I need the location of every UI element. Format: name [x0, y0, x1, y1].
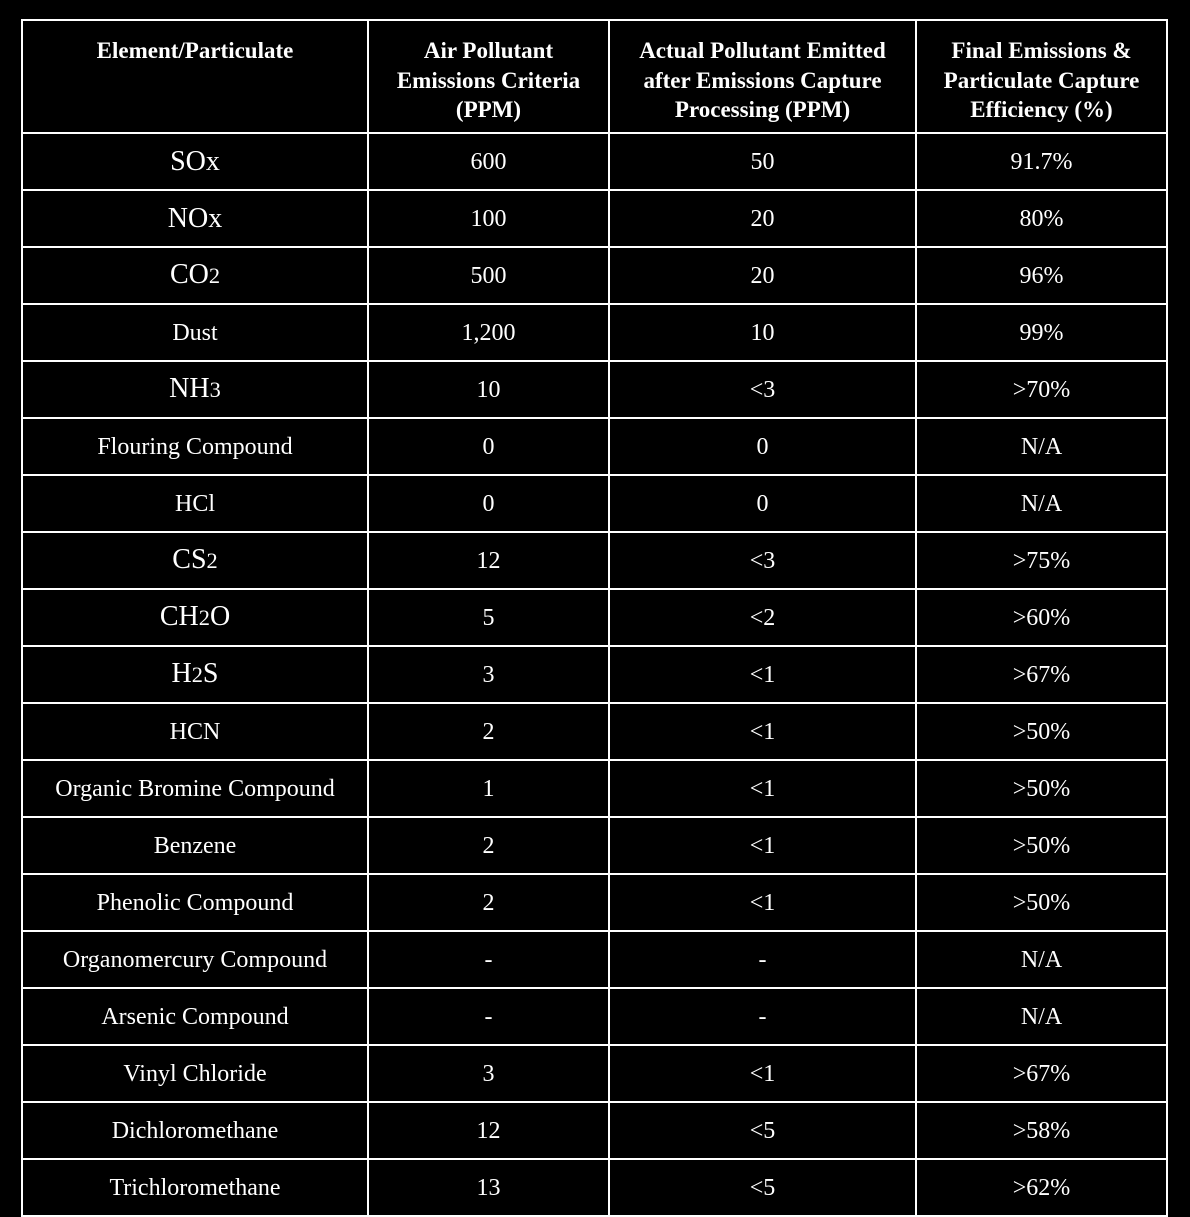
efficiency-cell: >62% — [916, 1159, 1167, 1216]
header-actual-emitted: Actual Pollutant Emitted after Emissions Capture Processing (PPM) — [609, 20, 916, 133]
emitted-cell: <1 — [609, 874, 916, 931]
row-name-cell — [22, 874, 368, 931]
row-name-subscript: 2 — [198, 605, 210, 630]
row-name-cell — [22, 475, 368, 532]
table-row — [22, 532, 1167, 589]
criteria-cell: 12 — [368, 1102, 609, 1159]
row-name: CS — [172, 544, 207, 575]
emitted-cell: <1 — [609, 817, 916, 874]
criteria-cell: 5 — [368, 589, 609, 646]
table-row — [22, 646, 1167, 703]
criteria-cell: 100 — [368, 190, 609, 247]
table-row — [22, 988, 1167, 1045]
table-row — [22, 703, 1167, 760]
row-name-cell — [22, 247, 368, 304]
criteria-cell: 1 — [368, 760, 609, 817]
emitted-cell: - — [609, 988, 916, 1045]
criteria-cell: - — [368, 931, 609, 988]
efficiency-cell: >50% — [916, 703, 1167, 760]
row-name: H — [171, 658, 192, 689]
efficiency-cell: 80% — [916, 190, 1167, 247]
row-name-cell — [22, 1045, 368, 1102]
emitted-cell: <1 — [609, 646, 916, 703]
table-row — [22, 475, 1167, 532]
row-name-cell — [22, 361, 368, 418]
emitted-cell: <1 — [609, 1045, 916, 1102]
table-row — [22, 589, 1167, 646]
row-name-cell — [22, 532, 368, 589]
efficiency-cell: >67% — [916, 646, 1167, 703]
efficiency-cell: >67% — [916, 1045, 1167, 1102]
criteria-cell: 500 — [368, 247, 609, 304]
efficiency-cell: >60% — [916, 589, 1167, 646]
header-row — [22, 20, 1167, 133]
emitted-cell: 20 — [609, 190, 916, 247]
table-row — [22, 874, 1167, 931]
table-row — [22, 760, 1167, 817]
criteria-cell: 2 — [368, 817, 609, 874]
emitted-cell: <5 — [609, 1102, 916, 1159]
criteria-cell: 600 — [368, 133, 609, 190]
table-row — [22, 133, 1167, 190]
row-name-subscript: 2 — [191, 662, 203, 687]
row-name: Trichloromethane — [109, 1174, 281, 1201]
efficiency-cell: N/A — [916, 475, 1167, 532]
row-name: CH — [159, 601, 199, 632]
row-name: HCl — [174, 490, 215, 517]
row-name-cell — [22, 190, 368, 247]
efficiency-cell: >50% — [916, 760, 1167, 817]
emitted-cell: 50 — [609, 133, 916, 190]
table-row — [22, 304, 1167, 361]
efficiency-cell: 96% — [916, 247, 1167, 304]
row-name-subscript: 3 — [209, 377, 221, 402]
criteria-cell: 2 — [368, 703, 609, 760]
row-name-cell — [22, 703, 368, 760]
efficiency-cell: N/A — [916, 931, 1167, 988]
efficiency-cell: >75% — [916, 532, 1167, 589]
emitted-cell: <1 — [609, 703, 916, 760]
table-row — [22, 361, 1167, 418]
row-name: HCN — [169, 718, 221, 745]
row-name-subscript: 2 — [208, 263, 221, 288]
emitted-cell: 10 — [609, 304, 916, 361]
row-name-suffix: S — [202, 658, 219, 689]
row-name: SOx — [170, 145, 220, 177]
criteria-cell: 0 — [368, 418, 609, 475]
efficiency-cell: >50% — [916, 817, 1167, 874]
emitted-cell: 0 — [609, 475, 916, 532]
efficiency-cell: >58% — [916, 1102, 1167, 1159]
efficiency-cell: 99% — [916, 304, 1167, 361]
table-row — [22, 1045, 1167, 1102]
emitted-cell: <1 — [609, 760, 916, 817]
row-name: NOx — [167, 202, 223, 234]
criteria-cell: 10 — [368, 361, 609, 418]
row-name: Flouring Compound — [97, 433, 293, 460]
emitted-cell: <5 — [609, 1159, 916, 1216]
emitted-cell: 0 — [609, 418, 916, 475]
row-name-subscript: 2 — [206, 548, 218, 573]
row-name-cell — [22, 1159, 368, 1216]
criteria-cell: 13 — [368, 1159, 609, 1216]
criteria-cell: 3 — [368, 1045, 609, 1102]
row-name: Organic Bromine Compound — [55, 775, 335, 802]
criteria-cell: 3 — [368, 646, 609, 703]
emitted-cell: <3 — [609, 361, 916, 418]
emitted-cell: <2 — [609, 589, 916, 646]
efficiency-cell: N/A — [916, 418, 1167, 475]
efficiency-cell: N/A — [916, 988, 1167, 1045]
row-name-cell — [22, 1102, 368, 1159]
row-name-cell — [22, 133, 368, 190]
row-name-suffix: O — [209, 601, 231, 632]
row-name-cell — [22, 646, 368, 703]
table-row — [22, 931, 1167, 988]
criteria-cell: 0 — [368, 475, 609, 532]
emitted-cell: 20 — [609, 247, 916, 304]
row-name: Benzene — [153, 832, 237, 859]
emitted-cell: <3 — [609, 532, 916, 589]
efficiency-cell: >50% — [916, 874, 1167, 931]
header-capture-efficiency: Final Emissions & Particulate Capture Efficiency (%) — [916, 20, 1167, 133]
row-name-cell — [22, 817, 368, 874]
criteria-cell: 2 — [368, 874, 609, 931]
row-name: Dichloromethane — [111, 1117, 279, 1144]
table-row — [22, 190, 1167, 247]
row-name: CO — [169, 259, 209, 290]
row-name: Arsenic Compound — [101, 1003, 289, 1030]
table-row — [22, 1159, 1167, 1216]
header-emissions-criteria: Air Pollutant Emissions Criteria (PPM) — [368, 20, 609, 133]
table-row — [22, 418, 1167, 475]
row-name-cell — [22, 589, 368, 646]
table-row — [22, 1102, 1167, 1159]
efficiency-cell: >70% — [916, 361, 1167, 418]
criteria-cell: 12 — [368, 532, 609, 589]
criteria-cell: - — [368, 988, 609, 1045]
criteria-cell: 1,200 — [368, 304, 609, 361]
row-name: Phenolic Compound — [96, 889, 294, 916]
row-name-cell — [22, 418, 368, 475]
emissions-table — [21, 19, 1168, 1217]
efficiency-cell: 91.7% — [916, 133, 1167, 190]
row-name-cell — [22, 760, 368, 817]
row-name: Organomercury Compound — [62, 946, 328, 973]
table-row — [22, 247, 1167, 304]
table-row — [22, 817, 1167, 874]
row-name: Vinyl Chloride — [123, 1060, 267, 1087]
row-name: NH — [169, 373, 210, 404]
row-name: Dust — [172, 319, 218, 346]
row-name-cell — [22, 304, 368, 361]
header-element-particulate: Element/Particulate — [22, 20, 368, 133]
row-name-cell — [22, 988, 368, 1045]
row-name-cell — [22, 931, 368, 988]
emitted-cell: - — [609, 931, 916, 988]
